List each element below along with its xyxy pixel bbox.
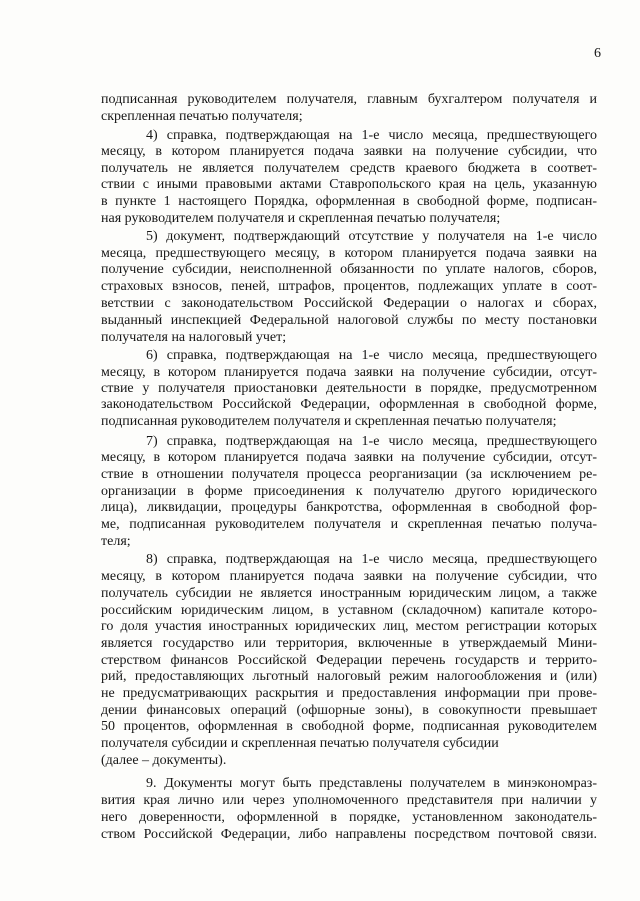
text-line: (далее – документы). (101, 753, 227, 768)
text-line: 4) справка, подтверждающая на 1-е число месяца, предшествующего (146, 128, 597, 143)
text-line: 6) справка, подтверждающая на 1-е число месяца, предшествующего (146, 348, 597, 363)
text-line: получателя на налоговый учет; (101, 330, 287, 345)
text-line: 9. Документы могут быть представлены получателем в минэкономраз- (146, 776, 597, 791)
text-line: лица), ликвидации, процедуры банкротства, оформленная в свободной фор- (101, 500, 597, 515)
text-line: ветствии с законодательством Российской Федерации о налогах и сборах, (101, 296, 597, 311)
text-line: в пункте 1 настоящего Порядка, оформленная в свободной форме, подписан- (101, 194, 597, 209)
text-line: месяцу, в котором планируется подача заявки на получение субсидии, что (101, 144, 597, 159)
text-line: месяца, предшествующего месяцу, в котором планируется подача заявки на (101, 246, 597, 261)
text-line: страховых взносов, пеней, штрафов, процентов, подлежащих уплате в соот- (101, 279, 597, 294)
text-line: дении финансовых операций (офшорные зоны), в совокупности превышает (101, 703, 597, 718)
text-line: российским юридическим лицом, в уставном (складочном) капитале которо- (101, 603, 597, 618)
text-line: 7) справка, подтверждающая на 1-е число месяца, предшествующего (146, 434, 597, 449)
text-line: 8) справка, подтверждающая на 1-е число месяца, предшествующего (146, 552, 597, 567)
text-line: ная руководителем получателя и скрепленная печатью получателя; (101, 211, 501, 226)
text-line: получатель не является получателем средств краевого бюджета в соответ- (101, 161, 597, 176)
text-line: подписанная руководителем получателя, главным бухгалтером получателя и (101, 92, 597, 107)
text-line: го доля участия иностранных юридических лиц, местом регистрации которых (101, 619, 597, 634)
text-line: ствие у получателя приостановки деятельности в порядке, предусмотренном (101, 381, 597, 396)
text-line: законодательством Российской Федерации, оформленная в свободной форме, (101, 397, 597, 412)
text-line: теля; (101, 534, 131, 549)
text-line: ме, подписанная руководителем получателя и скрепленная печатью получа- (101, 517, 597, 532)
text-line: подписанная руководителем получателя и скрепленная печатью получателя; (101, 414, 557, 429)
text-line: ством Российской Федерации, либо направлены посредством почтовой связи. (101, 827, 597, 842)
text-line: него доверенности, оформленной в порядке, установленном законодатель- (101, 810, 597, 825)
text-line: ствие в отношении получателя процесса реорганизации (за исключением ре- (101, 467, 597, 482)
text-line: получатель субсидии не является иностранным юридическим лицом, а также (101, 586, 597, 601)
text-line: 50 процентов, оформленная в свободной форме, подписанная руководителем (101, 719, 597, 734)
text-line: месяцу, в котором планируется подача заявки на получение субсидии, что (101, 569, 597, 584)
text-line: вития края лично или через уполномоченного представителя при наличии у (101, 793, 597, 808)
text-line: месяцу, в котором планируется подача заявки на получение субсидии, отсут- (101, 450, 597, 465)
page-number: 6 (594, 46, 601, 61)
text-line: стерством финансов Российской Федерации перечень государств и террито- (101, 653, 597, 668)
text-line: рий, предоставляющих льготный налоговый режим налогообложения и (или) (101, 669, 597, 684)
text-line: выданный инспекцией Федеральной налоговой службы по месту постановки (101, 313, 597, 328)
text-line: 5) документ, подтверждающий отсутствие у получателя на 1-е число (146, 229, 597, 244)
text-line: скрепленная печатью получателя; (101, 109, 303, 124)
text-line: организации в форме присоединения к получателю другого юридического (101, 484, 597, 499)
text-line: является государство или территория, включенные в утверждаемый Мини- (101, 636, 597, 651)
text-line: получение субсидии, неисполненной обязанности по уплате налогов, сборов, (101, 262, 597, 277)
text-line: не предусматривающих раскрытия и предоставления информации при прове- (101, 686, 597, 701)
text-line: ствии с иными правовыми актами Ставропольского края на цель, указанную (101, 177, 597, 192)
text-line: получателя субсидии и скрепленная печатью получателя субсидии (101, 736, 499, 751)
text-line: месяцу, в котором планируется подача заявки на получение субсидии, отсут- (101, 365, 597, 380)
